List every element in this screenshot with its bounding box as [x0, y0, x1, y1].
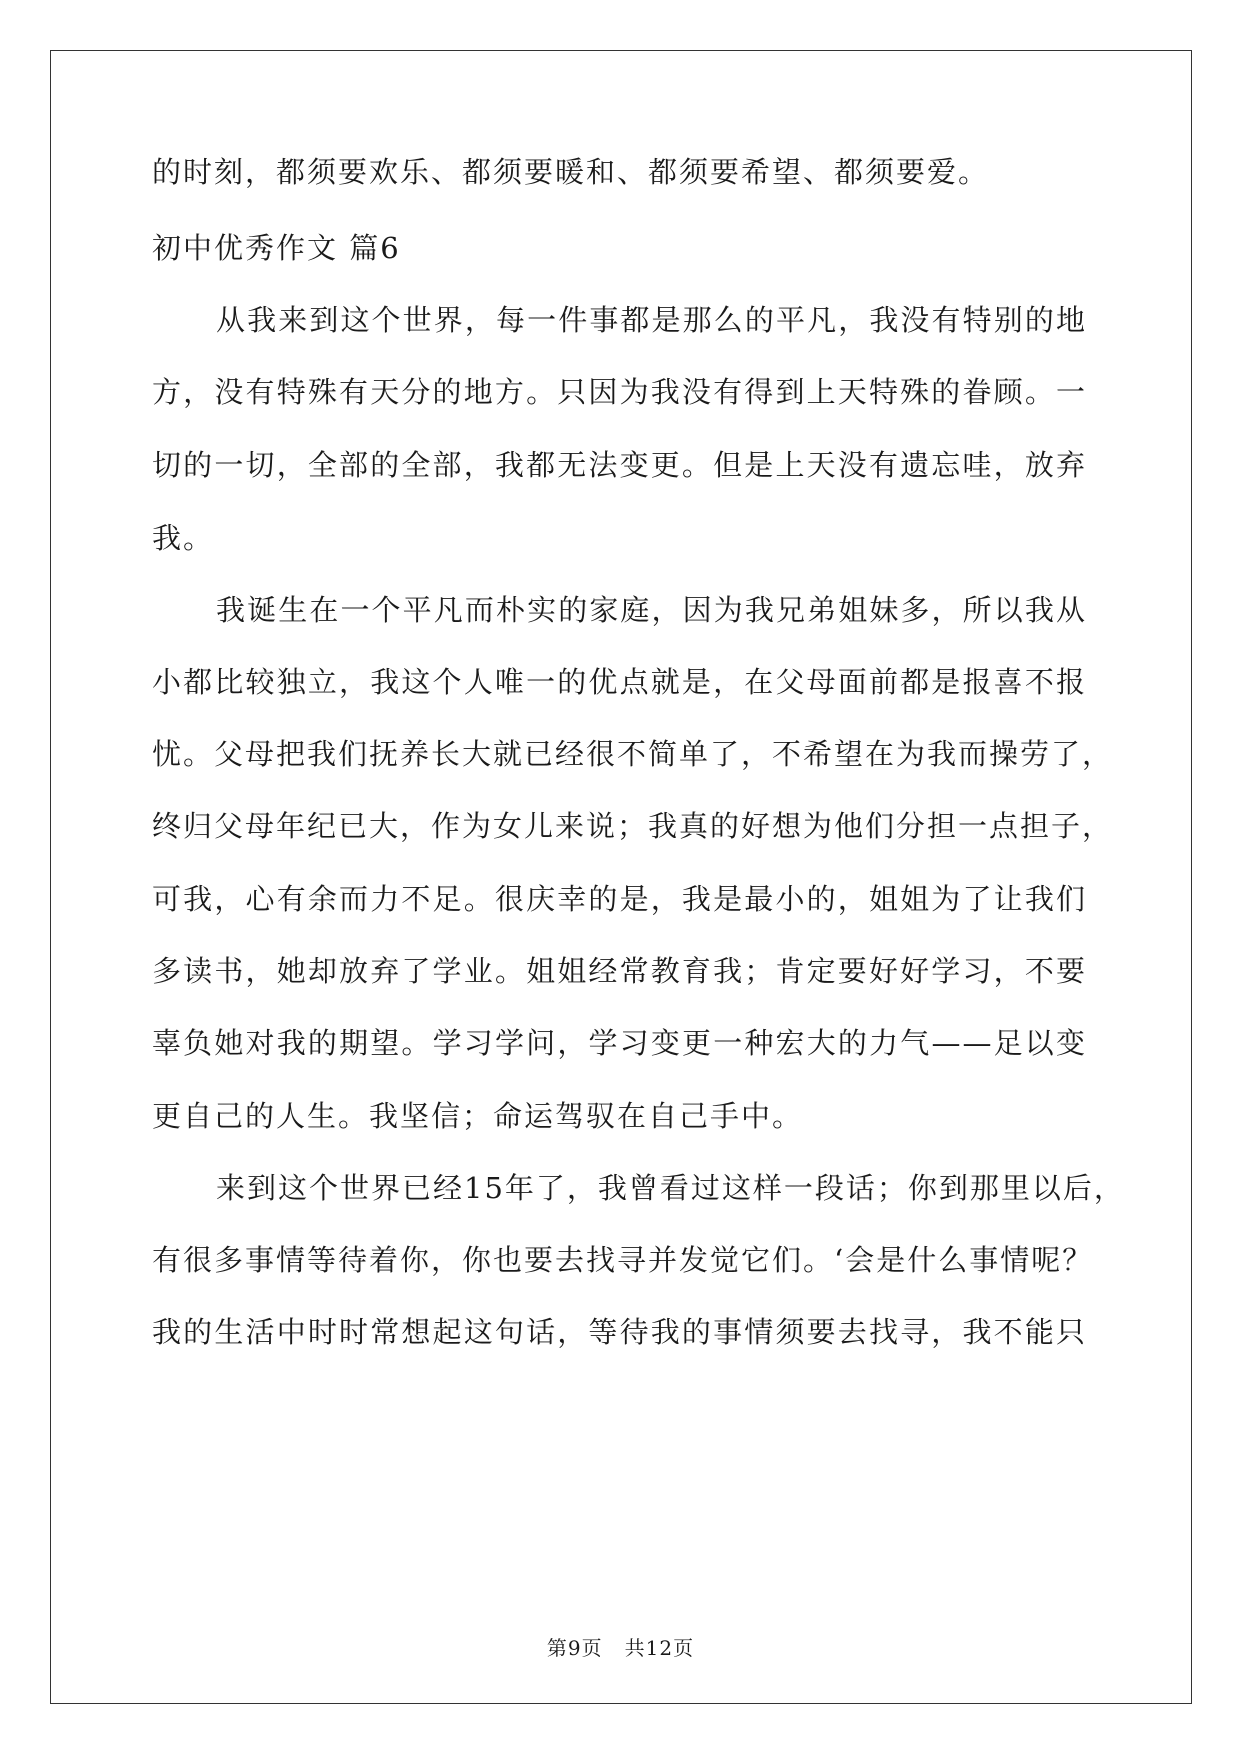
page-footer — [0, 1632, 1241, 1661]
paragraph-line: 来到这个世界已经15年了，我曾看过这样一段话；你到那里以后， — [216, 1171, 1125, 1205]
paragraph-line: 我诞生在一个平凡而朴实的家庭，因为我兄弟姐妹多，所以我从 — [216, 593, 1087, 627]
paragraph-line: 我的生活中时时常想起这句话，等待我的事情须要去找寻，我不能只 — [152, 1315, 1087, 1349]
page-border — [50, 50, 1192, 1704]
paragraph-continuation-line: 的时刻，都须要欢乐、都须要暖和、都须要希望、都须要爱。 — [152, 155, 990, 189]
paragraph-line: 有很多事情等待着你，你也要去找寻并发觉它们。‘会是什么事情呢？ — [152, 1243, 1094, 1277]
paragraph-line: 多读书，她却放弃了学业。姐姐经常教育我；肯定要好好学习，不要 — [152, 954, 1087, 988]
paragraph-line: 小都比较独立，我这个人唯一的优点就是，在父母面前都是报喜不报 — [152, 665, 1087, 699]
paragraph-line: 从我来到这个世界，每一件事都是那么的平凡，我没有特别的地 — [216, 303, 1087, 337]
section-heading: 初中优秀作文 篇6 — [152, 231, 401, 265]
paragraph-line: 我。 — [152, 521, 215, 555]
page-number-label: 第9页 共12页 — [546, 1636, 695, 1660]
paragraph-line: 更自己的人生。我坚信；命运驾驭在自己手中。 — [152, 1099, 804, 1133]
paragraph-line: 切的一切，全部的全部，我都无法变更。但是上天没有遗忘哇，放弃 — [152, 448, 1087, 482]
paragraph-line: 辜负她对我的期望。学习学问，学习变更一种宏大的力气——足以变 — [152, 1026, 1087, 1060]
paragraph-line: 忧。父母把我们抚养长大就已经很不简单了，不希望在为我而操劳了， — [152, 737, 1114, 771]
paragraph-line: 终归父母年纪已大，作为女儿来说；我真的好想为他们分担一点担子， — [152, 809, 1114, 843]
paragraph-line: 可我，心有余而力不足。很庆幸的是，我是最小的，姐姐为了让我们 — [152, 882, 1087, 916]
paragraph-line: 方，没有特殊有天分的地方。只因为我没有得到上天特殊的眷顾。一 — [152, 375, 1087, 409]
